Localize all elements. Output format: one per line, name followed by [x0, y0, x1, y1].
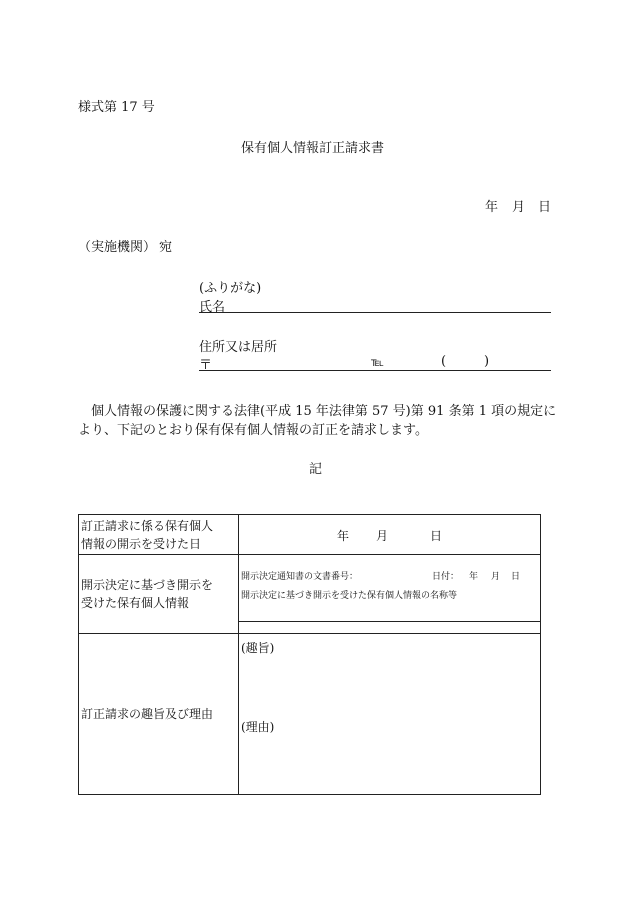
address-underline — [199, 370, 551, 371]
date-month: 月 — [512, 200, 526, 215]
row1-month: 月 — [376, 529, 389, 543]
label-disclosed-info-line2: 受けた保有個人情報 — [81, 596, 190, 610]
notice-month: 月 — [491, 572, 501, 582]
row1-year: 年 — [337, 529, 350, 543]
row1-day: 日 — [430, 529, 443, 543]
label-disclosed-info-line1: 開示決定に基づき開示を — [81, 578, 214, 592]
correction-request-table — [78, 514, 541, 795]
ki-heading: 記 — [309, 462, 323, 477]
disclosed-info-divider — [239, 621, 541, 622]
label-purpose-reason — [79, 634, 239, 795]
tel-label: ℡ — [371, 355, 384, 369]
date-year: 年 — [485, 200, 499, 215]
notice-date-label: 日付： — [432, 572, 460, 582]
notice-number-label: 開示決定通知書の文書番号： — [241, 572, 359, 582]
label-purpose-reason-text: 訂正請求の趣旨及び理由 — [81, 707, 214, 721]
label-disclosed-info — [79, 555, 239, 634]
label-disclosure-date-line1: 訂正請求に係る保有個人 — [81, 518, 214, 533]
tel-paren-close: ) — [484, 354, 490, 369]
date-day: 日 — [538, 200, 552, 215]
name-underline — [199, 312, 551, 313]
disclosed-info-field[interactable] — [239, 555, 541, 634]
table-row-purpose-reason — [79, 634, 541, 795]
body-line-1: 個人情報の保護に関する法律(平成 15 年法律第 57 号)第 91 条第 1 項の規定に — [91, 404, 557, 419]
notice-year: 年 — [469, 572, 479, 582]
table-row-disclosure-date — [79, 515, 541, 555]
form-number: 様式第 17 号 — [78, 100, 155, 115]
label-disclosure-date-line2: 情報の開示を受けた日 — [81, 536, 202, 551]
purpose-label: (趣旨) — [241, 641, 275, 655]
addressee-agency: （実施機関） — [78, 240, 157, 255]
furigana-label: (ふりがな) — [199, 281, 262, 296]
notice-day: 日 — [511, 572, 521, 582]
tel-paren-open: ( — [441, 354, 447, 369]
name-label: 氏名 — [199, 300, 226, 315]
disclosure-date-field[interactable] — [239, 515, 541, 555]
postal-mark: 〒 — [199, 358, 213, 373]
address-label: 住所又は居所 — [199, 340, 278, 355]
addressee-suffix: 宛 — [159, 240, 173, 255]
purpose-reason-field[interactable] — [239, 634, 541, 795]
body-line-2: より、下記のとおり保有保有個人情報の訂正を請求します。 — [78, 423, 428, 438]
disclosed-info-name-label: 開示決定に基づき開示を受けた保有個人情報の名称等 — [241, 591, 458, 601]
reason-label: (理由) — [241, 720, 275, 734]
label-disclosure-date — [79, 515, 239, 555]
table-row-disclosed-info — [79, 555, 541, 634]
page-title: 保有個人情報訂正請求書 — [241, 141, 385, 156]
